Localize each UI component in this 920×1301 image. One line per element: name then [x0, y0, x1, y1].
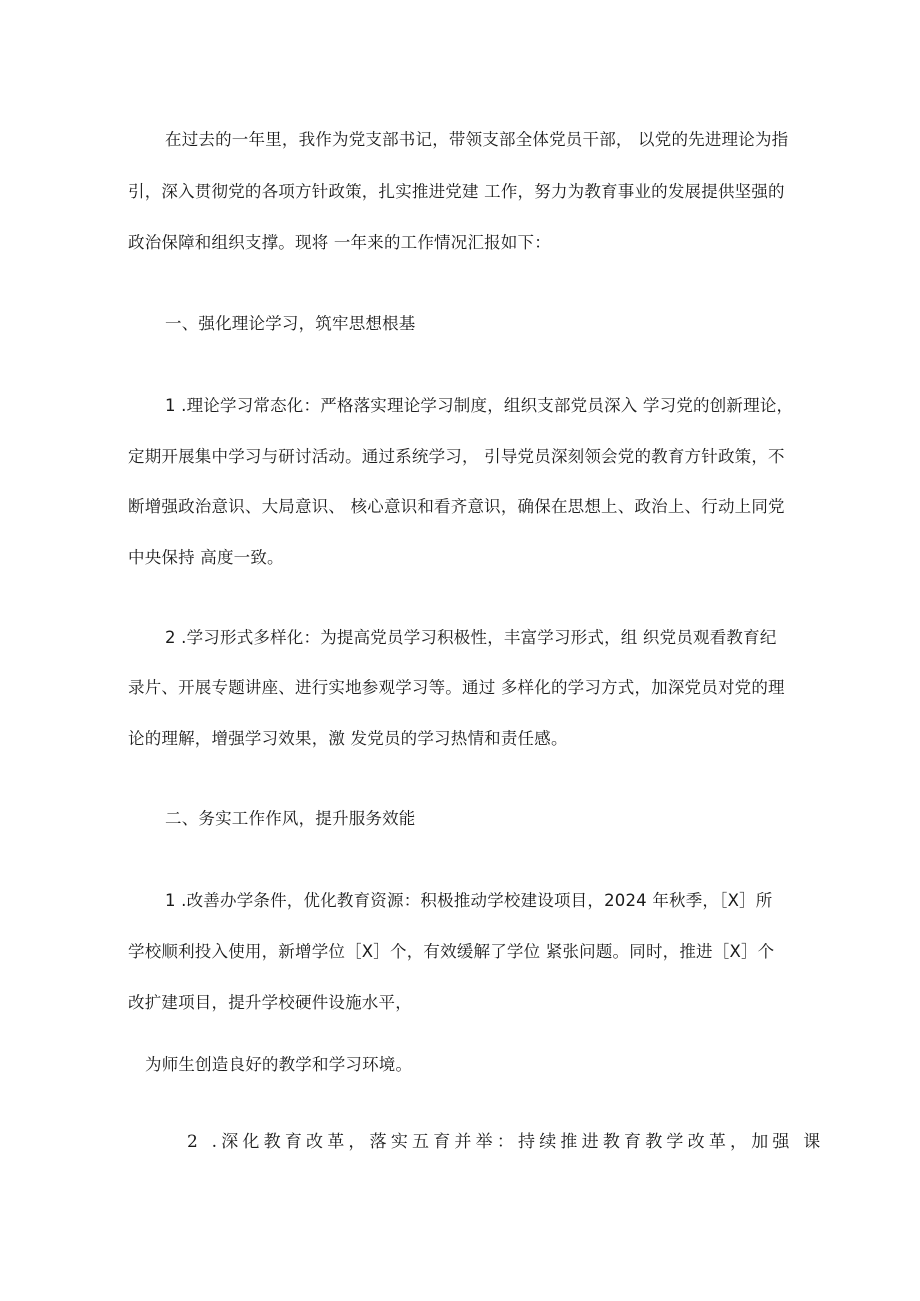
text-line: 在过去的一年里，我作为党支部书记，带领支部全体党员干部， 以党的先进理论为指 — [165, 130, 789, 149]
text-line: 论的理解，增强学习效果，激 发党员的学习热情和责任感。 — [128, 729, 568, 748]
text-line: 定期开展集中学习与研讨活动。通过系统学习， 引导党员深刻领会党的教育方针政策，不 — [128, 447, 785, 466]
text-line: 录片、开展专题讲座、进行实地参观学习等。通过 多样化的学习方式，加深党员对党的理 — [128, 678, 785, 697]
text-line: 引，深入贯彻党的各项方针政策，扎实推进党建 工作，努力为教育事业的发展提供坚强的 — [128, 182, 785, 201]
text-line: 断增强政治意识、大局意识、 核心意识和看齐意识，确保在思想上、政治上、行动上同党 — [128, 497, 785, 516]
text-line: 1 .理论学习常态化：严格落实理论学习制度，组织支部党员深入 学习党的创新理论， — [165, 396, 794, 415]
section-heading-2: 二、务实工作作风，提升服务效能 — [165, 809, 416, 828]
section-heading-1: 一、强化理论学习，筑牢思想根基 — [165, 314, 416, 333]
text-line: 2 .深化教育改革，落实五育并举：持续推进教育教学改革，加强 课 — [187, 1132, 825, 1152]
text-line: 改扩建项目，提升学校硬件设施水平， — [128, 993, 412, 1012]
text-line: 2 .学习形式多样化：为提高党员学习积极性，丰富学习形式，组 织党员观看教育纪 — [165, 628, 777, 647]
text-line: 中央保持 高度一致。 — [128, 548, 284, 567]
text-line: 学校顺利投入使用，新增学位［X］个，有效缓解了学位 紧张问题。同时，推进［X］个 — [128, 942, 775, 961]
text-line: 1 .改善办学条件，优化教育资源：积极推动学校建设项目，2024 年秋季，［X］所 — [165, 891, 773, 910]
text-line: 为师生创造良好的教学和学习环境。 — [145, 1055, 413, 1074]
text-line: 政治保障和组织支撑。现将 一年来的工作情况汇报如下： — [128, 233, 551, 252]
